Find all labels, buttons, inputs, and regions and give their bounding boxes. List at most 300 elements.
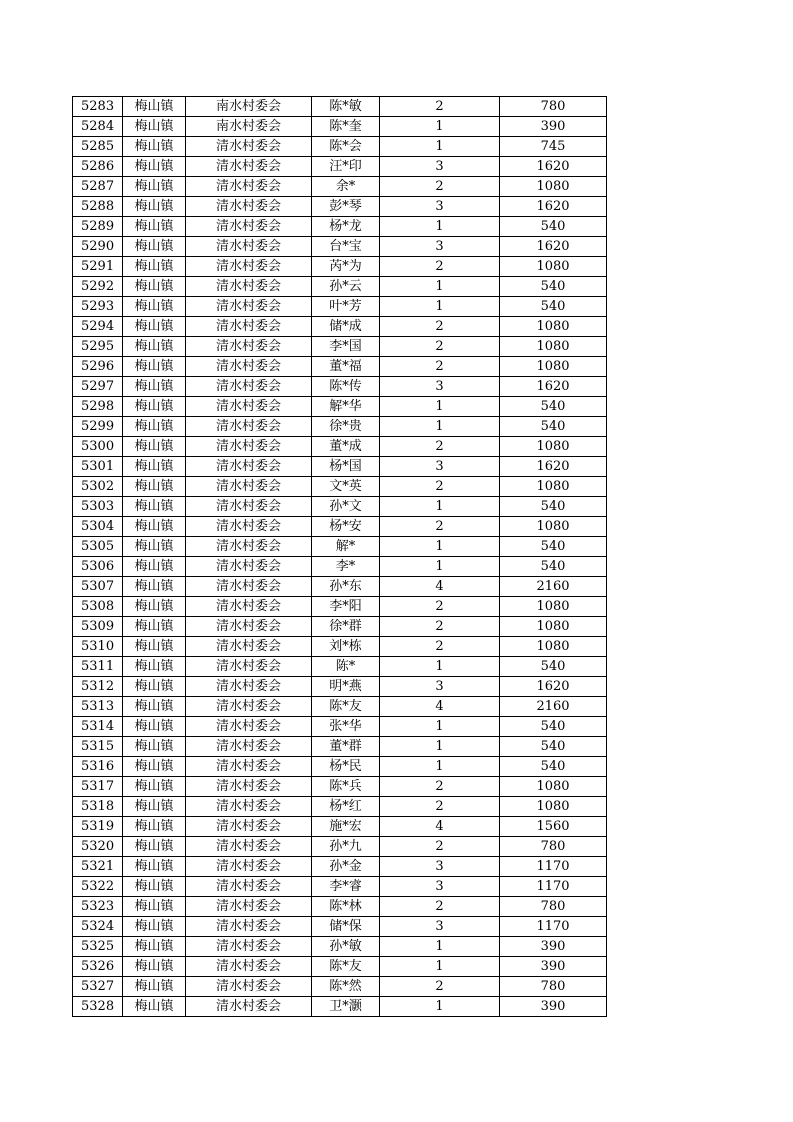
village-committee-cell: 清水村委会 bbox=[186, 377, 312, 397]
record-number-cell: 5292 bbox=[73, 277, 123, 297]
count-cell: 1 bbox=[380, 497, 500, 517]
count-cell: 1 bbox=[380, 297, 500, 317]
amount-cell: 540 bbox=[500, 397, 607, 417]
table-row bbox=[73, 457, 607, 477]
village-committee-cell: 南水村委会 bbox=[186, 117, 312, 137]
count-cell: 3 bbox=[380, 237, 500, 257]
amount-cell: 540 bbox=[500, 717, 607, 737]
amount-cell: 540 bbox=[500, 277, 607, 297]
town-cell: 梅山镇 bbox=[123, 617, 186, 637]
table-row bbox=[73, 837, 607, 857]
name-cell: 陈* bbox=[312, 657, 380, 677]
village-committee-cell: 清水村委会 bbox=[186, 397, 312, 417]
record-number-cell: 5304 bbox=[73, 517, 123, 537]
count-cell: 1 bbox=[380, 657, 500, 677]
town-cell: 梅山镇 bbox=[123, 697, 186, 717]
count-cell: 1 bbox=[380, 937, 500, 957]
town-cell: 梅山镇 bbox=[123, 937, 186, 957]
record-number-cell: 5326 bbox=[73, 957, 123, 977]
amount-cell: 1170 bbox=[500, 877, 607, 897]
table-row bbox=[73, 857, 607, 877]
town-cell: 梅山镇 bbox=[123, 497, 186, 517]
record-number-cell: 5321 bbox=[73, 857, 123, 877]
table-row bbox=[73, 777, 607, 797]
record-number-cell: 5289 bbox=[73, 217, 123, 237]
count-cell: 2 bbox=[380, 477, 500, 497]
name-cell: 徐*群 bbox=[312, 617, 380, 637]
amount-cell: 1620 bbox=[500, 157, 607, 177]
village-committee-cell: 清水村委会 bbox=[186, 637, 312, 657]
name-cell: 杨*红 bbox=[312, 797, 380, 817]
table-row bbox=[73, 917, 607, 937]
amount-cell: 745 bbox=[500, 137, 607, 157]
town-cell: 梅山镇 bbox=[123, 997, 186, 1017]
count-cell: 2 bbox=[380, 257, 500, 277]
town-cell: 梅山镇 bbox=[123, 117, 186, 137]
town-cell: 梅山镇 bbox=[123, 637, 186, 657]
table-row bbox=[73, 937, 607, 957]
amount-cell: 1620 bbox=[500, 197, 607, 217]
record-number-cell: 5293 bbox=[73, 297, 123, 317]
amount-cell: 540 bbox=[500, 217, 607, 237]
count-cell: 2 bbox=[380, 437, 500, 457]
record-number-cell: 5312 bbox=[73, 677, 123, 697]
record-number-cell: 5318 bbox=[73, 797, 123, 817]
village-committee-cell: 清水村委会 bbox=[186, 557, 312, 577]
village-committee-cell: 清水村委会 bbox=[186, 217, 312, 237]
town-cell: 梅山镇 bbox=[123, 557, 186, 577]
amount-cell: 540 bbox=[500, 737, 607, 757]
table-row bbox=[73, 317, 607, 337]
town-cell: 梅山镇 bbox=[123, 857, 186, 877]
name-cell: 叶*芳 bbox=[312, 297, 380, 317]
table-row bbox=[73, 497, 607, 517]
village-committee-cell: 清水村委会 bbox=[186, 997, 312, 1017]
table-row bbox=[73, 437, 607, 457]
town-cell: 梅山镇 bbox=[123, 837, 186, 857]
record-number-cell: 5315 bbox=[73, 737, 123, 757]
count-cell: 1 bbox=[380, 397, 500, 417]
town-cell: 梅山镇 bbox=[123, 337, 186, 357]
village-committee-cell: 清水村委会 bbox=[186, 177, 312, 197]
amount-cell: 1170 bbox=[500, 857, 607, 877]
village-committee-cell: 清水村委会 bbox=[186, 537, 312, 557]
village-committee-cell: 清水村委会 bbox=[186, 157, 312, 177]
count-cell: 2 bbox=[380, 517, 500, 537]
village-committee-cell: 清水村委会 bbox=[186, 257, 312, 277]
town-cell: 梅山镇 bbox=[123, 277, 186, 297]
count-cell: 2 bbox=[380, 797, 500, 817]
amount-cell: 780 bbox=[500, 977, 607, 997]
count-cell: 1 bbox=[380, 957, 500, 977]
amount-cell: 1080 bbox=[500, 317, 607, 337]
record-number-cell: 5294 bbox=[73, 317, 123, 337]
town-cell: 梅山镇 bbox=[123, 517, 186, 537]
village-committee-cell: 清水村委会 bbox=[186, 577, 312, 597]
record-number-cell: 5324 bbox=[73, 917, 123, 937]
table-body bbox=[73, 97, 607, 1017]
village-committee-cell: 清水村委会 bbox=[186, 777, 312, 797]
name-cell: 董*群 bbox=[312, 737, 380, 757]
count-cell: 2 bbox=[380, 837, 500, 857]
record-number-cell: 5308 bbox=[73, 597, 123, 617]
village-committee-cell: 清水村委会 bbox=[186, 137, 312, 157]
table-row bbox=[73, 617, 607, 637]
town-cell: 梅山镇 bbox=[123, 957, 186, 977]
amount-cell: 1620 bbox=[500, 457, 607, 477]
town-cell: 梅山镇 bbox=[123, 257, 186, 277]
count-cell: 1 bbox=[380, 277, 500, 297]
village-committee-cell: 南水村委会 bbox=[186, 97, 312, 117]
record-number-cell: 5295 bbox=[73, 337, 123, 357]
table-row bbox=[73, 657, 607, 677]
amount-cell: 1080 bbox=[500, 177, 607, 197]
table-row bbox=[73, 517, 607, 537]
village-committee-cell: 清水村委会 bbox=[186, 677, 312, 697]
record-number-cell: 5284 bbox=[73, 117, 123, 137]
amount-cell: 1620 bbox=[500, 677, 607, 697]
town-cell: 梅山镇 bbox=[123, 897, 186, 917]
count-cell: 2 bbox=[380, 357, 500, 377]
name-cell: 解* bbox=[312, 537, 380, 557]
amount-cell: 540 bbox=[500, 757, 607, 777]
record-number-cell: 5283 bbox=[73, 97, 123, 117]
count-cell: 2 bbox=[380, 977, 500, 997]
record-number-cell: 5296 bbox=[73, 357, 123, 377]
name-cell: 李*国 bbox=[312, 337, 380, 357]
record-number-cell: 5305 bbox=[73, 537, 123, 557]
table-row bbox=[73, 197, 607, 217]
table-row bbox=[73, 277, 607, 297]
town-cell: 梅山镇 bbox=[123, 377, 186, 397]
record-number-cell: 5323 bbox=[73, 897, 123, 917]
amount-cell: 540 bbox=[500, 537, 607, 557]
name-cell: 杨*安 bbox=[312, 517, 380, 537]
name-cell: 芮*为 bbox=[312, 257, 380, 277]
count-cell: 1 bbox=[380, 997, 500, 1017]
name-cell: 张*华 bbox=[312, 717, 380, 737]
table-row bbox=[73, 117, 607, 137]
name-cell: 董*福 bbox=[312, 357, 380, 377]
table-row bbox=[73, 577, 607, 597]
amount-cell: 1170 bbox=[500, 917, 607, 937]
count-cell: 4 bbox=[380, 817, 500, 837]
table-row bbox=[73, 637, 607, 657]
village-committee-cell: 清水村委会 bbox=[186, 277, 312, 297]
record-number-cell: 5317 bbox=[73, 777, 123, 797]
town-cell: 梅山镇 bbox=[123, 977, 186, 997]
name-cell: 杨*国 bbox=[312, 457, 380, 477]
village-committee-cell: 清水村委会 bbox=[186, 737, 312, 757]
town-cell: 梅山镇 bbox=[123, 237, 186, 257]
amount-cell: 540 bbox=[500, 657, 607, 677]
name-cell: 陈*友 bbox=[312, 697, 380, 717]
record-number-cell: 5298 bbox=[73, 397, 123, 417]
town-cell: 梅山镇 bbox=[123, 297, 186, 317]
town-cell: 梅山镇 bbox=[123, 817, 186, 837]
count-cell: 2 bbox=[380, 597, 500, 617]
amount-cell: 390 bbox=[500, 957, 607, 977]
record-number-cell: 5309 bbox=[73, 617, 123, 637]
town-cell: 梅山镇 bbox=[123, 317, 186, 337]
amount-cell: 1560 bbox=[500, 817, 607, 837]
amount-cell: 2160 bbox=[500, 697, 607, 717]
count-cell: 2 bbox=[380, 177, 500, 197]
village-committee-cell: 清水村委会 bbox=[186, 477, 312, 497]
table-row bbox=[73, 217, 607, 237]
name-cell: 李*睿 bbox=[312, 877, 380, 897]
name-cell: 孙*九 bbox=[312, 837, 380, 857]
count-cell: 3 bbox=[380, 457, 500, 477]
count-cell: 1 bbox=[380, 117, 500, 137]
name-cell: 台*宝 bbox=[312, 237, 380, 257]
town-cell: 梅山镇 bbox=[123, 677, 186, 697]
table-row bbox=[73, 477, 607, 497]
record-number-cell: 5319 bbox=[73, 817, 123, 837]
table-row bbox=[73, 157, 607, 177]
table-row bbox=[73, 877, 607, 897]
record-number-cell: 5297 bbox=[73, 377, 123, 397]
name-cell: 陈*敏 bbox=[312, 97, 380, 117]
table-row bbox=[73, 417, 607, 437]
record-number-cell: 5300 bbox=[73, 437, 123, 457]
village-committee-cell: 清水村委会 bbox=[186, 617, 312, 637]
table-row bbox=[73, 677, 607, 697]
count-cell: 4 bbox=[380, 577, 500, 597]
record-number-cell: 5299 bbox=[73, 417, 123, 437]
record-number-cell: 5303 bbox=[73, 497, 123, 517]
town-cell: 梅山镇 bbox=[123, 417, 186, 437]
name-cell: 汪*印 bbox=[312, 157, 380, 177]
town-cell: 梅山镇 bbox=[123, 457, 186, 477]
amount-cell: 1080 bbox=[500, 357, 607, 377]
name-cell: 孙*金 bbox=[312, 857, 380, 877]
record-number-cell: 5320 bbox=[73, 837, 123, 857]
count-cell: 2 bbox=[380, 777, 500, 797]
record-number-cell: 5302 bbox=[73, 477, 123, 497]
count-cell: 3 bbox=[380, 857, 500, 877]
village-committee-cell: 清水村委会 bbox=[186, 917, 312, 937]
count-cell: 1 bbox=[380, 557, 500, 577]
name-cell: 李*阳 bbox=[312, 597, 380, 617]
village-committee-cell: 清水村委会 bbox=[186, 357, 312, 377]
amount-cell: 1080 bbox=[500, 797, 607, 817]
table-row bbox=[73, 237, 607, 257]
village-committee-cell: 清水村委会 bbox=[186, 897, 312, 917]
count-cell: 3 bbox=[380, 157, 500, 177]
amount-cell: 1080 bbox=[500, 477, 607, 497]
record-number-cell: 5325 bbox=[73, 937, 123, 957]
record-number-cell: 5285 bbox=[73, 137, 123, 157]
name-cell: 董*成 bbox=[312, 437, 380, 457]
record-number-cell: 5313 bbox=[73, 697, 123, 717]
name-cell: 杨*民 bbox=[312, 757, 380, 777]
count-cell: 1 bbox=[380, 757, 500, 777]
count-cell: 1 bbox=[380, 417, 500, 437]
village-committee-cell: 清水村委会 bbox=[186, 977, 312, 997]
table-row bbox=[73, 997, 607, 1017]
table-row bbox=[73, 597, 607, 617]
town-cell: 梅山镇 bbox=[123, 437, 186, 457]
count-cell: 3 bbox=[380, 877, 500, 897]
village-committee-cell: 清水村委会 bbox=[186, 657, 312, 677]
amount-cell: 780 bbox=[500, 897, 607, 917]
name-cell: 刘*栋 bbox=[312, 637, 380, 657]
record-number-cell: 5316 bbox=[73, 757, 123, 777]
name-cell: 文*英 bbox=[312, 477, 380, 497]
record-number-cell: 5291 bbox=[73, 257, 123, 277]
village-committee-cell: 清水村委会 bbox=[186, 717, 312, 737]
table-row bbox=[73, 397, 607, 417]
amount-cell: 1080 bbox=[500, 437, 607, 457]
record-number-cell: 5307 bbox=[73, 577, 123, 597]
town-cell: 梅山镇 bbox=[123, 97, 186, 117]
count-cell: 2 bbox=[380, 617, 500, 637]
town-cell: 梅山镇 bbox=[123, 597, 186, 617]
amount-cell: 390 bbox=[500, 117, 607, 137]
amount-cell: 540 bbox=[500, 557, 607, 577]
village-committee-cell: 清水村委会 bbox=[186, 197, 312, 217]
amount-cell: 780 bbox=[500, 837, 607, 857]
record-number-cell: 5290 bbox=[73, 237, 123, 257]
village-committee-cell: 清水村委会 bbox=[186, 937, 312, 957]
name-cell: 储*成 bbox=[312, 317, 380, 337]
name-cell: 解*华 bbox=[312, 397, 380, 417]
count-cell: 3 bbox=[380, 377, 500, 397]
name-cell: 孙*云 bbox=[312, 277, 380, 297]
town-cell: 梅山镇 bbox=[123, 197, 186, 217]
count-cell: 2 bbox=[380, 337, 500, 357]
town-cell: 梅山镇 bbox=[123, 737, 186, 757]
village-committee-cell: 清水村委会 bbox=[186, 517, 312, 537]
table-row bbox=[73, 957, 607, 977]
count-cell: 1 bbox=[380, 137, 500, 157]
count-cell: 1 bbox=[380, 217, 500, 237]
amount-cell: 1620 bbox=[500, 237, 607, 257]
name-cell: 陈*会 bbox=[312, 137, 380, 157]
town-cell: 梅山镇 bbox=[123, 777, 186, 797]
record-number-cell: 5306 bbox=[73, 557, 123, 577]
table-row bbox=[73, 137, 607, 157]
record-number-cell: 5310 bbox=[73, 637, 123, 657]
amount-cell: 540 bbox=[500, 297, 607, 317]
village-committee-cell: 清水村委会 bbox=[186, 497, 312, 517]
town-cell: 梅山镇 bbox=[123, 357, 186, 377]
name-cell: 明*燕 bbox=[312, 677, 380, 697]
town-cell: 梅山镇 bbox=[123, 577, 186, 597]
table-row bbox=[73, 177, 607, 197]
count-cell: 1 bbox=[380, 717, 500, 737]
table-row bbox=[73, 297, 607, 317]
table-row bbox=[73, 97, 607, 117]
amount-cell: 540 bbox=[500, 497, 607, 517]
town-cell: 梅山镇 bbox=[123, 397, 186, 417]
name-cell: 杨*龙 bbox=[312, 217, 380, 237]
table-row bbox=[73, 757, 607, 777]
record-number-cell: 5328 bbox=[73, 997, 123, 1017]
amount-cell: 390 bbox=[500, 997, 607, 1017]
amount-cell: 2160 bbox=[500, 577, 607, 597]
village-committee-cell: 清水村委会 bbox=[186, 417, 312, 437]
name-cell: 陈*友 bbox=[312, 957, 380, 977]
amount-cell: 1080 bbox=[500, 337, 607, 357]
village-committee-cell: 清水村委会 bbox=[186, 877, 312, 897]
record-number-cell: 5288 bbox=[73, 197, 123, 217]
name-cell: 孙*文 bbox=[312, 497, 380, 517]
town-cell: 梅山镇 bbox=[123, 757, 186, 777]
record-number-cell: 5301 bbox=[73, 457, 123, 477]
town-cell: 梅山镇 bbox=[123, 717, 186, 737]
table-row bbox=[73, 357, 607, 377]
town-cell: 梅山镇 bbox=[123, 157, 186, 177]
amount-cell: 1080 bbox=[500, 257, 607, 277]
name-cell: 徐*贵 bbox=[312, 417, 380, 437]
village-committee-cell: 清水村委会 bbox=[186, 597, 312, 617]
name-cell: 储*保 bbox=[312, 917, 380, 937]
record-number-cell: 5286 bbox=[73, 157, 123, 177]
table-row bbox=[73, 697, 607, 717]
count-cell: 4 bbox=[380, 697, 500, 717]
village-committee-cell: 清水村委会 bbox=[186, 797, 312, 817]
name-cell: 彭*琴 bbox=[312, 197, 380, 217]
table-row bbox=[73, 817, 607, 837]
record-number-cell: 5327 bbox=[73, 977, 123, 997]
name-cell: 陈*兵 bbox=[312, 777, 380, 797]
name-cell: 孙*敏 bbox=[312, 937, 380, 957]
village-committee-cell: 清水村委会 bbox=[186, 697, 312, 717]
name-cell: 施*宏 bbox=[312, 817, 380, 837]
village-committee-cell: 清水村委会 bbox=[186, 437, 312, 457]
name-cell: 余* bbox=[312, 177, 380, 197]
amount-cell: 1080 bbox=[500, 637, 607, 657]
count-cell: 2 bbox=[380, 97, 500, 117]
amount-cell: 1080 bbox=[500, 517, 607, 537]
table-row bbox=[73, 257, 607, 277]
record-number-cell: 5311 bbox=[73, 657, 123, 677]
record-number-cell: 5322 bbox=[73, 877, 123, 897]
amount-cell: 1620 bbox=[500, 377, 607, 397]
amount-cell: 1080 bbox=[500, 777, 607, 797]
name-cell: 卫*灏 bbox=[312, 997, 380, 1017]
village-committee-cell: 清水村委会 bbox=[186, 757, 312, 777]
village-committee-cell: 清水村委会 bbox=[186, 837, 312, 857]
count-cell: 3 bbox=[380, 197, 500, 217]
data-table bbox=[72, 96, 607, 1017]
count-cell: 1 bbox=[380, 737, 500, 757]
table-row bbox=[73, 977, 607, 997]
town-cell: 梅山镇 bbox=[123, 917, 186, 937]
count-cell: 3 bbox=[380, 917, 500, 937]
town-cell: 梅山镇 bbox=[123, 177, 186, 197]
table-row bbox=[73, 797, 607, 817]
amount-cell: 780 bbox=[500, 97, 607, 117]
village-committee-cell: 清水村委会 bbox=[186, 297, 312, 317]
table-row bbox=[73, 377, 607, 397]
town-cell: 梅山镇 bbox=[123, 657, 186, 677]
count-cell: 1 bbox=[380, 537, 500, 557]
village-committee-cell: 清水村委会 bbox=[186, 817, 312, 837]
count-cell: 2 bbox=[380, 317, 500, 337]
village-committee-cell: 清水村委会 bbox=[186, 237, 312, 257]
name-cell: 孙*东 bbox=[312, 577, 380, 597]
table-row bbox=[73, 737, 607, 757]
count-cell: 2 bbox=[380, 897, 500, 917]
village-committee-cell: 清水村委会 bbox=[186, 957, 312, 977]
village-committee-cell: 清水村委会 bbox=[186, 317, 312, 337]
table-row bbox=[73, 337, 607, 357]
name-cell: 李* bbox=[312, 557, 380, 577]
record-number-cell: 5314 bbox=[73, 717, 123, 737]
